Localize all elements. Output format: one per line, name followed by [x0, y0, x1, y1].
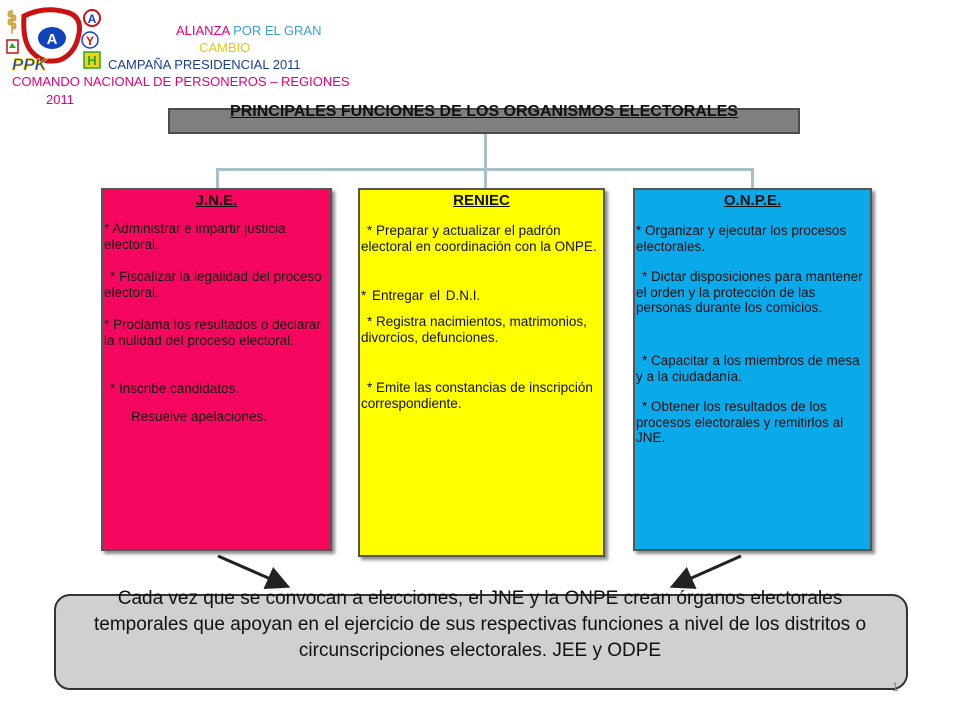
arrow-left-icon: [218, 556, 282, 584]
onpe-item-4: * Obtener los resultados de los procesos electorales y remitirlos al JNE.: [636, 399, 844, 445]
svg-text:A: A: [46, 31, 58, 48]
reniec-item-4: * Emite las constancias de inscripción correspondiente.: [361, 380, 593, 411]
header-line-2: CAMBIO: [199, 40, 251, 55]
diagram-title: PRINCIPALES FUNCIONES DE LOS ORGANISMOS ELECTORALES: [230, 103, 738, 120]
jne-item-3: * Proclama los resultados o declarar la nulidad del proceso electoral.: [104, 317, 321, 348]
column-onpe-title: O.N.P.E.: [723, 192, 782, 209]
header-por-el-gran: POR EL GRAN: [229, 23, 322, 38]
jne-item-1: * Administrar e impartir justicia electoral.: [104, 221, 286, 252]
header-line-5: 2011: [46, 92, 74, 107]
jne-item-5: Resuelve apelaciones.: [131, 409, 267, 424]
ppk-brand: PPK: [12, 55, 47, 72]
svg-text:Y: Y: [85, 34, 95, 48]
arrow-right-icon: [678, 556, 741, 584]
column-reniec-title: RENIEC: [453, 192, 510, 209]
reniec-item-1: * Preparar y actualizar el padrón electoral en coordinación con la ONPE.: [361, 223, 597, 254]
onpe-item-2: * Dictar disposiciones para mantener el orden y la protección de las personas durante los comicios.: [636, 269, 863, 315]
svg-text:A: A: [87, 12, 97, 26]
onpe-item-3: * Capacitar a los miembros de mesa y a la ciudadanía.: [636, 353, 860, 384]
header-line-3: CAMPAÑA PRESIDENCIAL 2011: [108, 57, 301, 72]
page-number: 1: [892, 680, 899, 694]
onpe-item-1: * Organizar y ejecutar los procesos electorales.: [636, 223, 847, 254]
bottom-note-text: Cada vez que se convocan a elecciones, el JNE y la ONPE crean órganos electorales temporales que apoyan en el ejercicio de sus respectivas funciones a nivel de los distritos o circunscripciones electorales. JEE y ODPE: [93, 588, 867, 661]
jne-item-2: * Fiscalizar la legalidad del proceso electoral.: [104, 269, 322, 300]
svg-text:H: H: [87, 53, 97, 68]
header-alianza: ALIANZA: [176, 23, 230, 38]
header-line-4: COMANDO NACIONAL DE PERSONEROS – REGIONES: [12, 74, 350, 89]
jne-item-4: * Inscribe candidatos.: [110, 381, 240, 396]
reniec-item-3: * Registra nacimientos, matrimonios, divorcios, defunciones.: [361, 314, 587, 345]
column-jne-title: J.N.E.: [195, 192, 238, 209]
reniec-item-2: * Entregar el D.N.I.: [361, 288, 481, 303]
